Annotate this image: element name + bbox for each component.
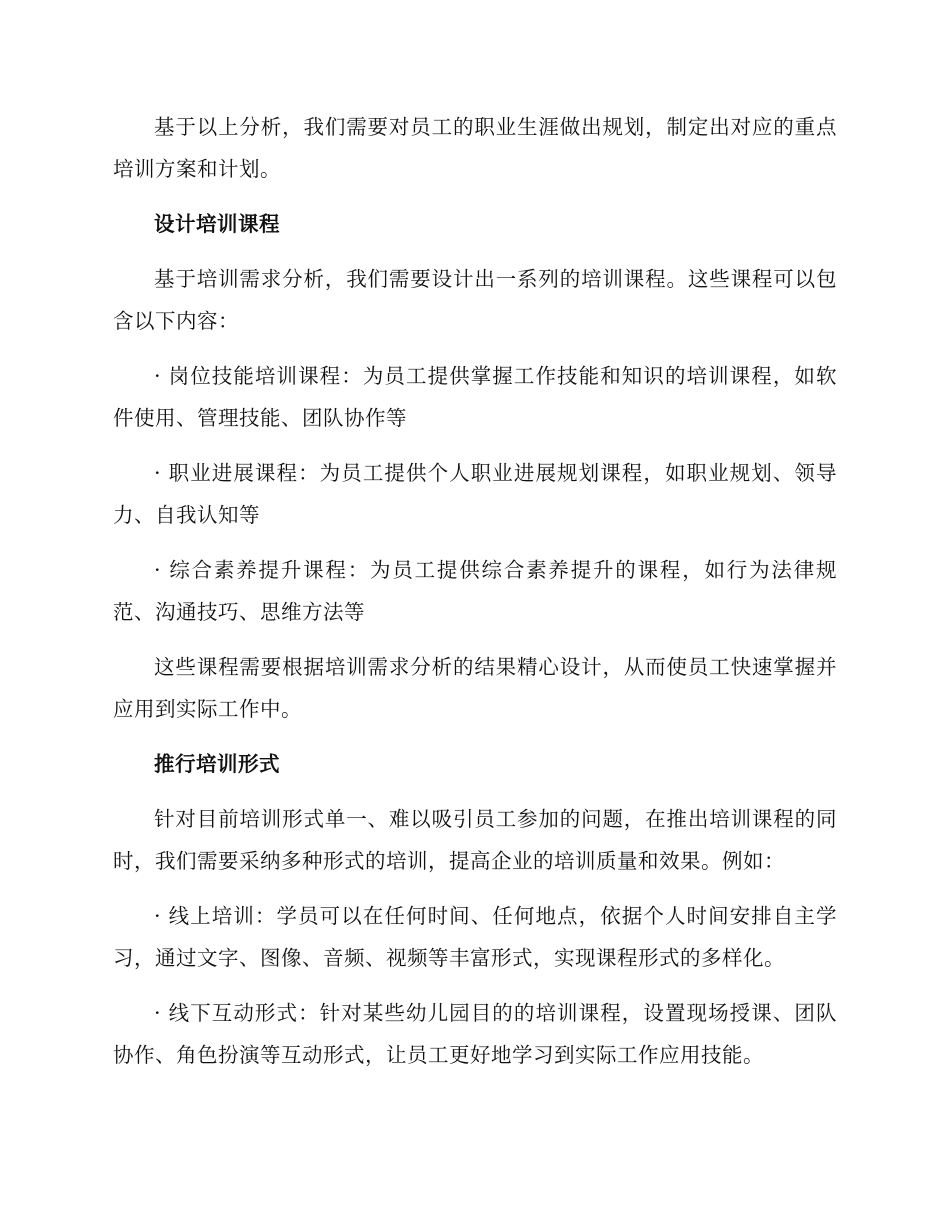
bullet-career-development: · 职业进展课程：为员工提供个人职业进展规划课程，如职业规划、领导力、自我认知等 bbox=[113, 461, 837, 527]
design-courses-intro: 基于培训需求分析，我们需要设计出一系列的培训课程。这些课程可以包含以下内容： bbox=[113, 267, 837, 333]
section-heading-design-courses: 设计培训课程 bbox=[154, 212, 280, 236]
document-page bbox=[113, 106, 837, 1089]
intro-paragraph: 基于以上分析，我们需要对员工的职业生涯做出规划，制定出对应的重点培训方案和计划。 bbox=[113, 115, 837, 181]
design-courses-conclusion: 这些课程需要根据培训需求分析的结果精心设计，从而使员工快速掌握并应用到实际工作中。 bbox=[113, 655, 837, 721]
training-forms-intro: 针对目前培训形式单一、难以吸引员工参加的问题，在推出培训课程的同时，我们需要采纳多种形式的培训，提高企业的培训质量和效果。例如： bbox=[113, 807, 837, 873]
section-heading-training-forms: 推行培训形式 bbox=[154, 752, 280, 776]
bullet-offline-interactive: · 线下互动形式：针对某些幼儿园目的的培训课程，设置现场授课、团队协作、角色扮演等互动形式，让员工更好地学习到实际工作应用技能。 bbox=[113, 1001, 837, 1067]
bullet-comprehensive-quality: · 综合素养提升课程：为员工提供综合素养提升的课程，如行为法律规范、沟通技巧、思维方法等 bbox=[113, 558, 837, 624]
bullet-job-skills: · 岗位技能培训课程：为员工提供掌握工作技能和知识的培训课程，如软件使用、管理技能、团队协作等 bbox=[113, 364, 837, 430]
bullet-online-training: · 线上培训：学员可以在任何时间、任何地点，依据个人时间安排自主学习，通过文字、图像、音频、视频等丰富形式，实现课程形式的多样化。 bbox=[113, 904, 837, 970]
